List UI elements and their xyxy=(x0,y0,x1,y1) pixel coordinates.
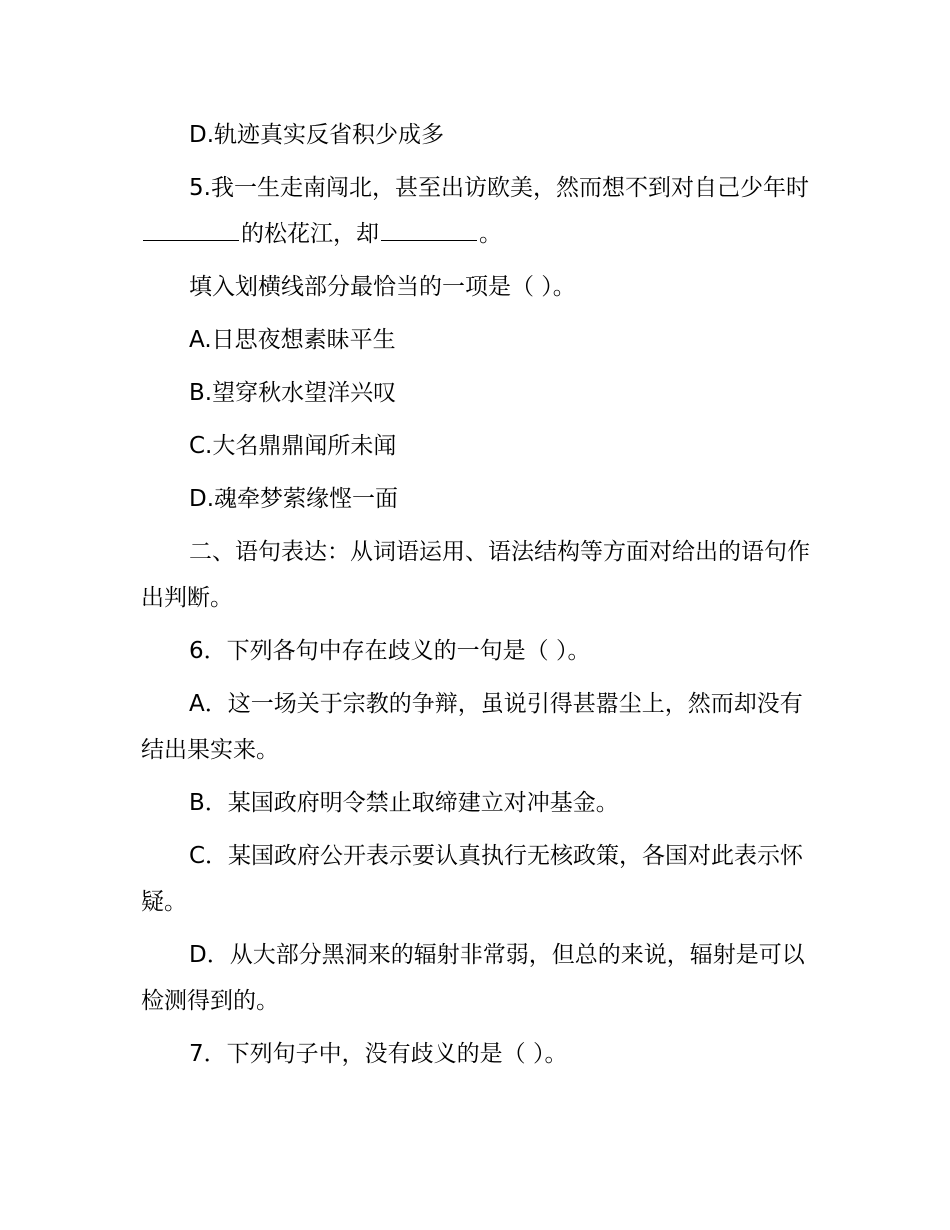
question-5-option-c: C.大名鼎鼎闻所未闻 xyxy=(189,433,397,459)
question-5-option-d: D.魂牵梦萦缘悭一面 xyxy=(189,486,399,512)
question-6-stem: 6．下列各句中存在歧义的一句是（ ）。 xyxy=(189,638,591,664)
question-5-option-b: B.望穿秋水望洋兴叹 xyxy=(189,380,397,406)
question-4-option-d: D.轨迹真实反省积少成多 xyxy=(189,122,445,148)
question-5-option-a: A.日思夜想素昧平生 xyxy=(189,327,396,353)
question-6-option-d: D．从大部分黑洞来的辐射非常弱，但总的来说，辐射是可以检测得到的。 xyxy=(141,942,805,1014)
question-7-stem: 7．下列句子中，没有歧义的是（ ）。 xyxy=(189,1041,568,1067)
question-6-option-c: C．某国政府公开表示要认真执行无核政策，各国对此表示怀疑。 xyxy=(141,843,804,915)
fill-in-blank-2 xyxy=(381,239,477,241)
question-5-stem-text-2: 的松花江，却 xyxy=(241,221,379,247)
question-6-option-a: A．这一场关于宗教的争辩，虽说引得甚嚣尘上，然而却没有结出果实来。 xyxy=(141,691,803,763)
question-5-stem-text-3: 。 xyxy=(479,221,502,247)
question-5-stem xyxy=(141,165,816,257)
question-5-instruction: 填入划横线部分最恰当的一项是（ ）。 xyxy=(189,274,576,300)
fill-in-blank-1 xyxy=(143,239,239,241)
section-2-heading: 二、语句表达：从词语运用、语法结构等方面对给出的语句作出判断。 xyxy=(141,539,810,611)
question-5-stem-text-1: 5.我一生走南闯北，甚至出访欧美，然而想不到对自己少年时 xyxy=(189,175,809,201)
document-body xyxy=(141,112,816,1084)
question-6-option-b: B．某国政府明令禁止取缔建立对冲基金。 xyxy=(189,790,619,816)
